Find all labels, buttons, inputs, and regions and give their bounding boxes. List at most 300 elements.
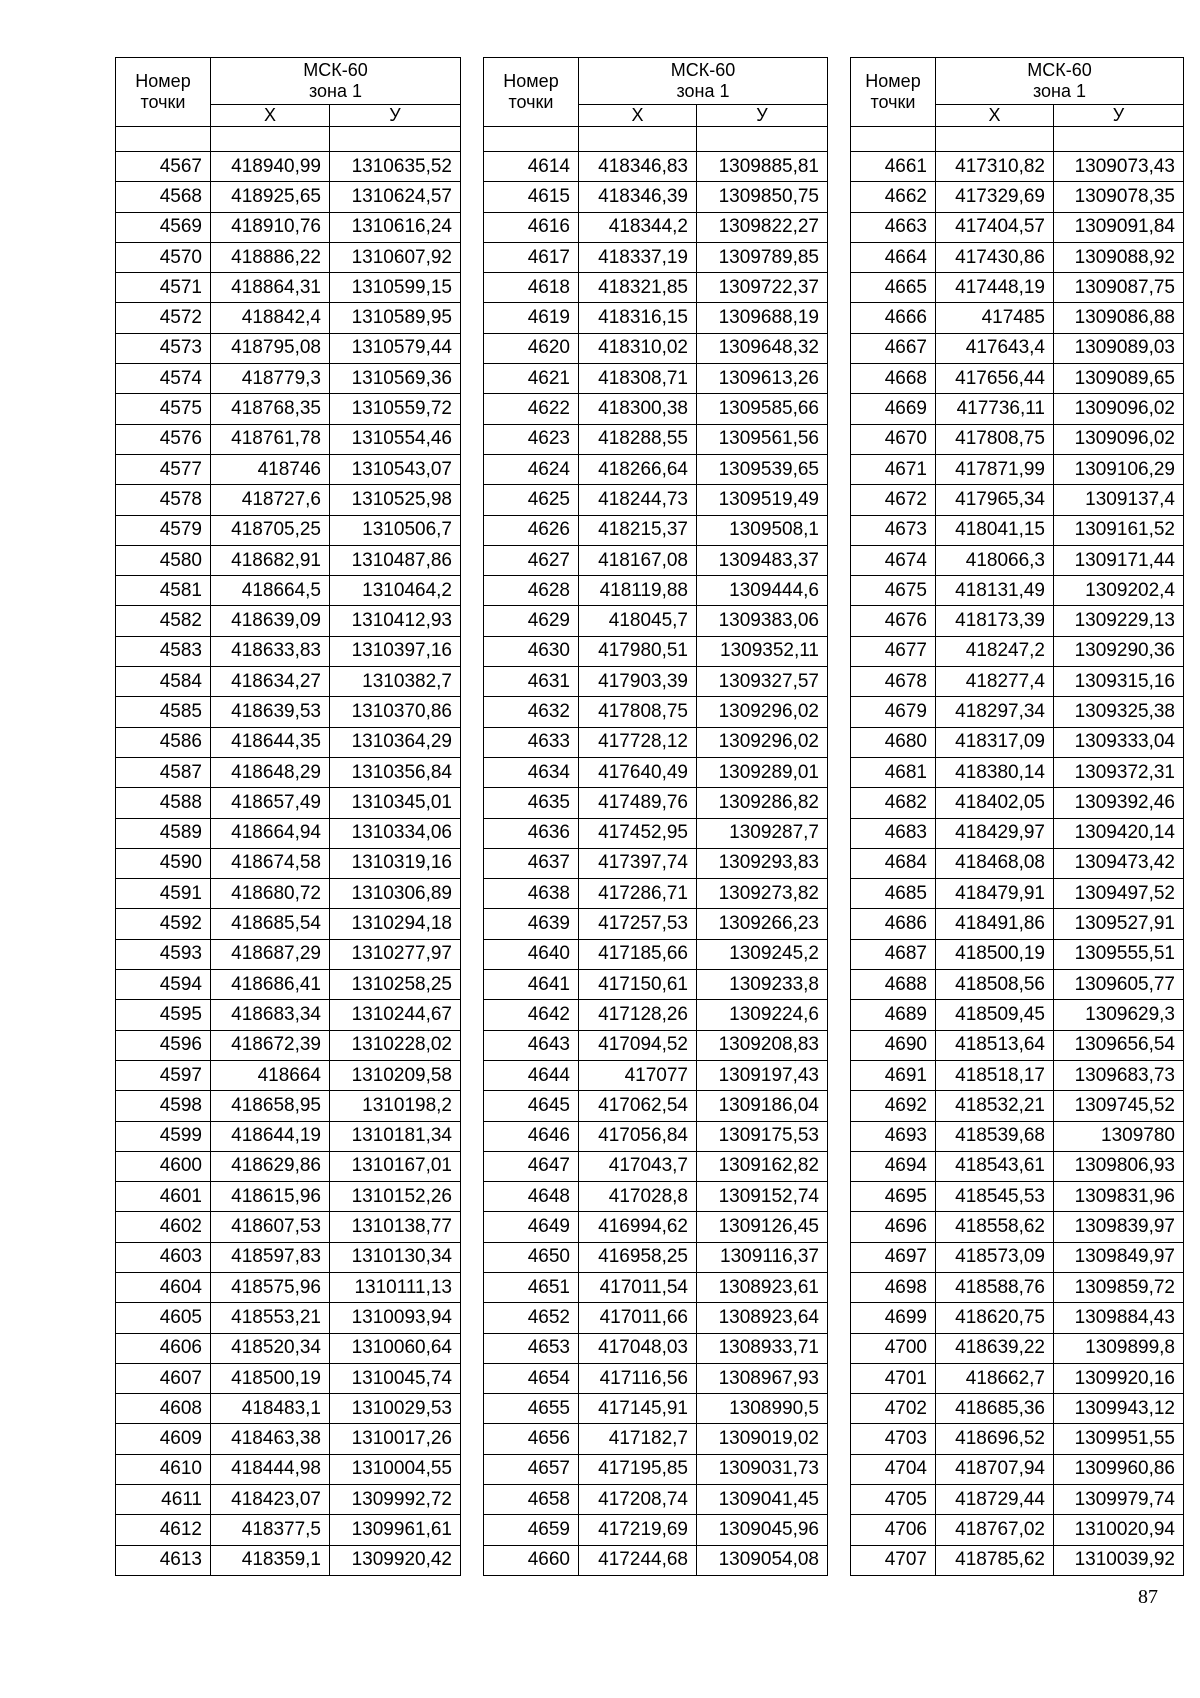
x-coordinate-cell: 417056,84 [579, 1121, 697, 1151]
x-coordinate-cell: 418288,55 [579, 424, 697, 454]
table-row [851, 212, 1184, 242]
point-number-cell: 4675 [851, 576, 936, 606]
table-row [116, 1212, 461, 1242]
y-coordinate-cell: 1309078,35 [1054, 182, 1184, 212]
point-number-cell: 4638 [484, 879, 579, 909]
point-number-cell: 4606 [116, 1333, 211, 1363]
x-coordinate-cell: 418864,31 [211, 273, 330, 303]
y-coordinate-cell: 1310277,97 [330, 939, 461, 969]
point-number-cell: 4702 [851, 1394, 936, 1424]
point-number-cell: 4572 [116, 303, 211, 333]
point-number-cell: 4668 [851, 364, 936, 394]
x-coordinate-cell: 418910,76 [211, 212, 330, 242]
point-number-cell: 4618 [484, 273, 579, 303]
y-coordinate-cell: 1309605,77 [1054, 970, 1184, 1000]
spacer-cell [936, 127, 1054, 152]
point-number-cell: 4681 [851, 757, 936, 787]
point-number-cell: 4612 [116, 1515, 211, 1545]
y-coordinate-cell: 1310382,7 [330, 667, 461, 697]
y-column-header: У [330, 105, 461, 127]
table-row [484, 1424, 828, 1454]
table-row [484, 515, 828, 545]
x-coordinate-cell: 418346,83 [579, 152, 697, 182]
y-coordinate-cell: 1310579,44 [330, 333, 461, 363]
x-coordinate-cell: 418380,14 [936, 757, 1054, 787]
y-coordinate-cell: 1310607,92 [330, 242, 461, 272]
table-row [851, 1303, 1184, 1333]
table-row [116, 454, 461, 484]
x-coordinate-cell: 418664,94 [211, 818, 330, 848]
table-row [851, 636, 1184, 666]
x-coordinate-cell: 418429,97 [936, 818, 1054, 848]
y-coordinate-cell: 1310635,52 [330, 152, 461, 182]
table-row [851, 242, 1184, 272]
table-row [851, 364, 1184, 394]
point-number-cell: 4593 [116, 939, 211, 969]
point-number-cell: 4582 [116, 606, 211, 636]
table-row [851, 1424, 1184, 1454]
point-number-cell: 4656 [484, 1424, 579, 1454]
point-number-cell: 4698 [851, 1272, 936, 1302]
y-coordinate-cell: 1309202,4 [1054, 576, 1184, 606]
x-coordinate-cell: 418761,78 [211, 424, 330, 454]
y-coordinate-cell: 1309325,38 [1054, 697, 1184, 727]
point-number-cell: 4661 [851, 152, 936, 182]
x-coordinate-cell: 418680,72 [211, 879, 330, 909]
x-coordinate-cell: 417128,26 [579, 1000, 697, 1030]
table-row [116, 545, 461, 575]
y-coordinate-cell: 1309831,96 [1054, 1182, 1184, 1212]
coordinate-system-header [211, 58, 461, 105]
point-number-cell: 4620 [484, 333, 579, 363]
x-coordinate-cell: 416994,62 [579, 1212, 697, 1242]
x-coordinate-cell: 418553,21 [211, 1303, 330, 1333]
point-number-cell: 4575 [116, 394, 211, 424]
header-spacer-row [484, 127, 828, 152]
x-coordinate-cell: 417219,69 [579, 1515, 697, 1545]
x-coordinate-cell: 418685,36 [936, 1394, 1054, 1424]
point-number-cell: 4657 [484, 1454, 579, 1484]
point-number-cell: 4705 [851, 1485, 936, 1515]
table-row [851, 424, 1184, 454]
x-coordinate-cell: 417185,66 [579, 939, 697, 969]
y-coordinate-cell: 1310559,72 [330, 394, 461, 424]
point-number-cell: 4692 [851, 1091, 936, 1121]
table-row [116, 515, 461, 545]
y-coordinate-cell: 1309116,37 [697, 1242, 828, 1272]
x-coordinate-cell: 418131,49 [936, 576, 1054, 606]
x-coordinate-cell: 418629,86 [211, 1151, 330, 1181]
y-coordinate-cell: 1309089,65 [1054, 364, 1184, 394]
x-coordinate-cell: 417208,74 [579, 1485, 697, 1515]
table-row [116, 303, 461, 333]
x-column-header: X [579, 105, 697, 127]
y-coordinate-cell: 1309420,14 [1054, 818, 1184, 848]
x-column-header: X [936, 105, 1054, 127]
y-coordinate-cell: 1309091,84 [1054, 212, 1184, 242]
x-coordinate-cell: 417980,51 [579, 636, 697, 666]
y-coordinate-cell: 1309273,82 [697, 879, 828, 909]
y-coordinate-cell: 1310356,84 [330, 757, 461, 787]
point-number-cell: 4634 [484, 757, 579, 787]
point-number-cell: 4630 [484, 636, 579, 666]
y-coordinate-cell: 1309585,66 [697, 394, 828, 424]
point-number-cell: 4676 [851, 606, 936, 636]
table-row [116, 606, 461, 636]
table-row [851, 1545, 1184, 1575]
y-coordinate-cell: 1309045,96 [697, 1515, 828, 1545]
table-row [484, 424, 828, 454]
point-number-cell: 4607 [116, 1363, 211, 1393]
x-coordinate-cell: 418634,27 [211, 667, 330, 697]
point-number-cell: 4599 [116, 1121, 211, 1151]
x-coordinate-cell: 418639,22 [936, 1333, 1054, 1363]
x-coordinate-cell: 417195,85 [579, 1454, 697, 1484]
y-coordinate-cell: 1309806,93 [1054, 1151, 1184, 1181]
y-coordinate-cell: 1310198,2 [330, 1091, 461, 1121]
point-number-cell: 4589 [116, 818, 211, 848]
x-coordinate-cell: 418842,4 [211, 303, 330, 333]
table-row [484, 1151, 828, 1181]
point-number-cell: 4694 [851, 1151, 936, 1181]
point-number-cell: 4591 [116, 879, 211, 909]
x-coordinate-cell: 417736,11 [936, 394, 1054, 424]
y-coordinate-cell: 1310599,15 [330, 273, 461, 303]
point-number-cell: 4610 [116, 1454, 211, 1484]
y-coordinate-cell: 1309171,44 [1054, 545, 1184, 575]
table-row [484, 636, 828, 666]
table-row [851, 757, 1184, 787]
x-coordinate-cell: 418639,09 [211, 606, 330, 636]
point-number-cell: 4700 [851, 1333, 936, 1363]
table-row [851, 152, 1184, 182]
point-number-cell: 4652 [484, 1303, 579, 1333]
table-row [116, 212, 461, 242]
y-coordinate-cell: 1310039,92 [1054, 1545, 1184, 1575]
x-coordinate-cell: 418266,64 [579, 454, 697, 484]
y-coordinate-cell: 1310364,29 [330, 727, 461, 757]
point-number-cell: 4626 [484, 515, 579, 545]
table-row [116, 788, 461, 818]
y-coordinate-cell: 1309960,86 [1054, 1454, 1184, 1484]
y-coordinate-cell: 1309152,74 [697, 1182, 828, 1212]
table-row [116, 636, 461, 666]
x-coordinate-cell: 418644,19 [211, 1121, 330, 1151]
point-number-cell: 4586 [116, 727, 211, 757]
table-row [484, 1303, 828, 1333]
table-row [851, 515, 1184, 545]
y-coordinate-cell: 1309920,16 [1054, 1363, 1184, 1393]
y-coordinate-cell: 1310209,58 [330, 1060, 461, 1090]
point-number-cell: 4590 [116, 848, 211, 878]
table-row [484, 394, 828, 424]
table-row [116, 1272, 461, 1302]
table-row [116, 182, 461, 212]
table-row [484, 333, 828, 363]
x-coordinate-cell: 418687,29 [211, 939, 330, 969]
point-number-cell: 4587 [116, 757, 211, 787]
table-row [484, 757, 828, 787]
point-number-cell: 4628 [484, 576, 579, 606]
coordinate-system-header [579, 58, 828, 105]
table-row [484, 939, 828, 969]
x-coordinate-cell: 417244,68 [579, 1545, 697, 1575]
x-coordinate-cell: 418359,1 [211, 1545, 330, 1575]
y-coordinate-cell: 1310244,67 [330, 1000, 461, 1030]
y-coordinate-cell: 1309286,82 [697, 788, 828, 818]
x-coordinate-cell: 418402,05 [936, 788, 1054, 818]
table-row [116, 667, 461, 697]
point-number-cell: 4645 [484, 1091, 579, 1121]
y-coordinate-cell: 1310017,26 [330, 1424, 461, 1454]
table-row [484, 1515, 828, 1545]
table-row [851, 1000, 1184, 1030]
point-number-cell: 4685 [851, 879, 936, 909]
point-number-cell: 4695 [851, 1182, 936, 1212]
y-coordinate-cell: 1309096,02 [1054, 424, 1184, 454]
table-row [851, 1272, 1184, 1302]
table-row [484, 152, 828, 182]
x-coordinate-cell: 418615,96 [211, 1182, 330, 1212]
table-row [484, 212, 828, 242]
x-coordinate-cell: 417182,7 [579, 1424, 697, 1454]
y-coordinate-cell: 1309688,19 [697, 303, 828, 333]
point-number-cell: 4674 [851, 545, 936, 575]
x-coordinate-cell: 418620,75 [936, 1303, 1054, 1333]
point-number-cell: 4568 [116, 182, 211, 212]
spacer-cell [1054, 127, 1184, 152]
system-label: МСК-60 [1027, 60, 1092, 80]
point-number-cell: 4697 [851, 1242, 936, 1272]
table-row [484, 879, 828, 909]
table-row [116, 1091, 461, 1121]
y-coordinate-cell: 1309054,08 [697, 1545, 828, 1575]
x-coordinate-cell: 417903,39 [579, 667, 697, 697]
point-number-cell: 4649 [484, 1212, 579, 1242]
x-coordinate-cell: 417043,7 [579, 1151, 697, 1181]
y-coordinate-cell: 1310138,77 [330, 1212, 461, 1242]
table-row [851, 182, 1184, 212]
y-coordinate-cell: 1309539,65 [697, 454, 828, 484]
x-coordinate-cell: 418768,35 [211, 394, 330, 424]
x-coordinate-cell: 418500,19 [211, 1363, 330, 1393]
x-coordinate-cell: 418317,09 [936, 727, 1054, 757]
y-coordinate-cell: 1309473,42 [1054, 848, 1184, 878]
table-row [851, 848, 1184, 878]
y-coordinate-cell: 1309137,4 [1054, 485, 1184, 515]
point-number-cell: 4631 [484, 667, 579, 697]
y-coordinate-cell: 1309979,74 [1054, 1485, 1184, 1515]
table-row [116, 424, 461, 454]
x-coordinate-cell: 418785,62 [936, 1545, 1054, 1575]
x-coordinate-cell: 417094,52 [579, 1030, 697, 1060]
table-row [851, 1182, 1184, 1212]
x-coordinate-cell: 418925,65 [211, 182, 330, 212]
point-number-cell: 4622 [484, 394, 579, 424]
y-coordinate-cell: 1309444,6 [697, 576, 828, 606]
point-number-cell: 4629 [484, 606, 579, 636]
y-coordinate-cell: 1309315,16 [1054, 667, 1184, 697]
point-number-cell: 4679 [851, 697, 936, 727]
table-row [484, 848, 828, 878]
point-number-cell: 4654 [484, 1363, 579, 1393]
table-row [484, 1060, 828, 1090]
table-row [851, 1333, 1184, 1363]
point-number-cell: 4641 [484, 970, 579, 1000]
y-coordinate-cell: 1309293,83 [697, 848, 828, 878]
table-row [484, 1242, 828, 1272]
y-coordinate-cell: 1310412,93 [330, 606, 461, 636]
x-coordinate-cell: 418664 [211, 1060, 330, 1090]
y-coordinate-cell: 1309186,04 [697, 1091, 828, 1121]
y-coordinate-cell: 1310345,01 [330, 788, 461, 818]
zone-label: зона 1 [1032, 81, 1087, 101]
table-row [116, 1242, 461, 1272]
table-row [851, 485, 1184, 515]
x-coordinate-cell: 418686,41 [211, 970, 330, 1000]
point-number-cell: 4594 [116, 970, 211, 1000]
y-coordinate-cell: 1308923,64 [697, 1303, 828, 1333]
table-row [484, 909, 828, 939]
point-number-cell: 4595 [116, 1000, 211, 1030]
table-row [484, 273, 828, 303]
table-row [484, 1394, 828, 1424]
table-row [851, 1060, 1184, 1090]
zone-label: зона 1 [308, 81, 363, 101]
y-coordinate-cell: 1309483,37 [697, 545, 828, 575]
point-number-cell: 4639 [484, 909, 579, 939]
point-number-cell: 4644 [484, 1060, 579, 1090]
y-coordinate-cell: 1309224,6 [697, 1000, 828, 1030]
y-coordinate-cell: 1309555,51 [1054, 939, 1184, 969]
point-number-cell: 4660 [484, 1545, 579, 1575]
x-coordinate-cell: 418310,02 [579, 333, 697, 363]
table-row [116, 576, 461, 606]
table-row [851, 1091, 1184, 1121]
y-coordinate-cell: 1308923,61 [697, 1272, 828, 1302]
x-coordinate-cell: 417485 [936, 303, 1054, 333]
y-coordinate-cell: 1309519,49 [697, 485, 828, 515]
table-row [116, 273, 461, 303]
x-coordinate-cell: 418607,53 [211, 1212, 330, 1242]
y-coordinate-cell: 1309175,53 [697, 1121, 828, 1151]
table-row [116, 1333, 461, 1363]
point-number-cell: 4623 [484, 424, 579, 454]
y-coordinate-cell: 1309656,54 [1054, 1030, 1184, 1060]
table-row [484, 1091, 828, 1121]
point-number-cell: 4667 [851, 333, 936, 363]
table-row [851, 697, 1184, 727]
x-coordinate-cell: 417048,03 [579, 1333, 697, 1363]
table-row [484, 364, 828, 394]
point-number-cell: 4635 [484, 788, 579, 818]
y-coordinate-cell: 1309508,1 [697, 515, 828, 545]
point-number-cell: 4617 [484, 242, 579, 272]
table-row [851, 939, 1184, 969]
y-coordinate-cell: 1309683,73 [1054, 1060, 1184, 1090]
point-number-cell: 4567 [116, 152, 211, 182]
point-number-cell: 4574 [116, 364, 211, 394]
x-coordinate-cell: 417965,34 [936, 485, 1054, 515]
y-coordinate-cell: 1309943,12 [1054, 1394, 1184, 1424]
y-coordinate-cell: 1309197,43 [697, 1060, 828, 1090]
table-row [851, 1030, 1184, 1060]
point-number-cell: 4580 [116, 545, 211, 575]
point-number-cell: 4577 [116, 454, 211, 484]
x-coordinate-cell: 418674,58 [211, 848, 330, 878]
zone-label: зона 1 [676, 81, 730, 101]
x-coordinate-cell: 418167,08 [579, 545, 697, 575]
table-row [116, 1394, 461, 1424]
table-row [116, 394, 461, 424]
point-number-cell: 4627 [484, 545, 579, 575]
table-row [851, 606, 1184, 636]
x-coordinate-cell: 417808,75 [936, 424, 1054, 454]
x-coordinate-cell: 417116,56 [579, 1363, 697, 1393]
x-coordinate-cell: 418247,2 [936, 636, 1054, 666]
point-number-cell: 4673 [851, 515, 936, 545]
point-number-cell: 4647 [484, 1151, 579, 1181]
y-coordinate-cell: 1310228,02 [330, 1030, 461, 1060]
point-number-cell: 4659 [484, 1515, 579, 1545]
x-coordinate-cell: 418886,22 [211, 242, 330, 272]
table-row [484, 697, 828, 727]
point-number-cell: 4643 [484, 1030, 579, 1060]
y-coordinate-cell: 1309822,27 [697, 212, 828, 242]
x-coordinate-cell: 418639,53 [211, 697, 330, 727]
y-coordinate-cell: 1310060,64 [330, 1333, 461, 1363]
spacer-cell [116, 127, 211, 152]
spacer-cell [697, 127, 828, 152]
x-coordinate-cell: 417404,57 [936, 212, 1054, 242]
x-coordinate-cell: 418588,76 [936, 1272, 1054, 1302]
table-row [116, 970, 461, 1000]
y-column-header: У [1054, 105, 1184, 127]
point-number-cell: 4584 [116, 667, 211, 697]
point-number-cell: 4689 [851, 1000, 936, 1030]
point-number-cell: 4666 [851, 303, 936, 333]
x-coordinate-cell: 417397,74 [579, 848, 697, 878]
y-coordinate-cell: 1309497,52 [1054, 879, 1184, 909]
table-row [116, 364, 461, 394]
x-coordinate-cell: 417452,95 [579, 818, 697, 848]
table-row [851, 1363, 1184, 1393]
x-coordinate-cell: 417286,71 [579, 879, 697, 909]
point-number-cell: 4704 [851, 1454, 936, 1484]
table-row [116, 1485, 461, 1515]
x-coordinate-cell: 417011,66 [579, 1303, 697, 1333]
table-row [851, 1121, 1184, 1151]
point-number-cell: 4642 [484, 1000, 579, 1030]
x-coordinate-cell: 418657,49 [211, 788, 330, 818]
x-coordinate-cell: 418633,83 [211, 636, 330, 666]
x-coordinate-cell: 418658,95 [211, 1091, 330, 1121]
y-coordinate-cell: 1310258,25 [330, 970, 461, 1000]
x-coordinate-cell: 418444,98 [211, 1454, 330, 1484]
y-coordinate-cell: 1309951,55 [1054, 1424, 1184, 1454]
point-number-cell: 4602 [116, 1212, 211, 1242]
x-coordinate-cell: 418575,96 [211, 1272, 330, 1302]
point-number-cell: 4688 [851, 970, 936, 1000]
x-coordinate-cell: 418696,52 [936, 1424, 1054, 1454]
y-coordinate-cell: 1309287,7 [697, 818, 828, 848]
y-coordinate-cell: 1309019,02 [697, 1424, 828, 1454]
y-coordinate-cell: 1309229,13 [1054, 606, 1184, 636]
x-coordinate-cell: 418683,34 [211, 1000, 330, 1030]
y-coordinate-cell: 1309629,3 [1054, 1000, 1184, 1030]
point-number-cell: 4683 [851, 818, 936, 848]
x-coordinate-cell: 417310,82 [936, 152, 1054, 182]
